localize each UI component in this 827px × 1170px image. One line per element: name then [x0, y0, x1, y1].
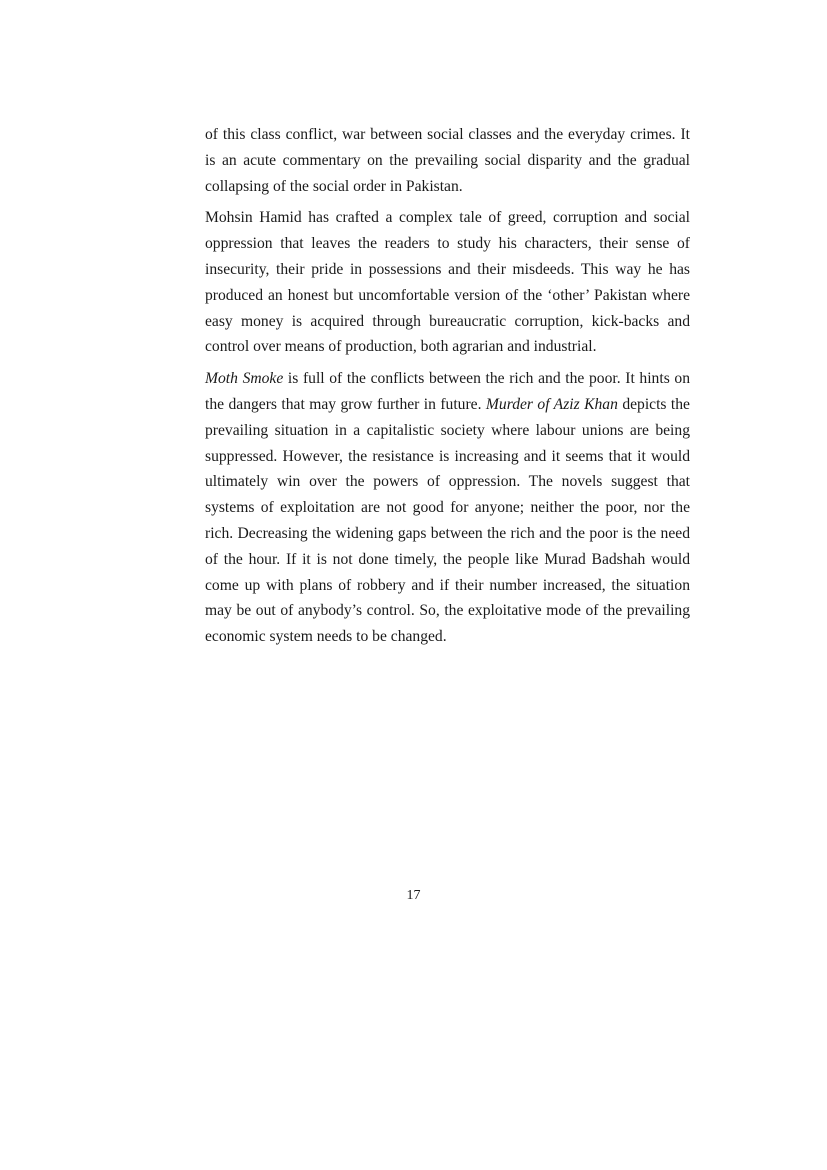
- paragraph-2-text: Mohsin Hamid has crafted a complex tale of greed, corruption and social oppression that leaves the readers to study his characters, their sense of insecurity, their pride in possessions and their misdeeds. This way he has produced an honest but uncomfortable version of the ‘other’ Pakistan where easy money is acquired through bureaucratic corruption, kick-backs and control over means of production, both agrarian and industrial.: [205, 209, 690, 356]
- paragraph-2: [205, 205, 690, 360]
- book-title-murder-of-aziz-khan: Murder of Aziz Khan: [485, 395, 618, 413]
- paragraph-3-text-part-2: depicts the prevailing situation in a capitalistic society where labour unions are being suppressed. However, the resistance is increasing and it seems that it would ultimately win over the powers of oppression. The novels suggest that systems of exploitation are not good for anyone; neither the poor, nor the rich. Decreasing the widening gaps between the rich and the poor is the need of the hour. If it is not done timely, the people like Murad Badshah would come up with plans of robbery and if their number increased, the situation may be out of anybody’s control. So, the exploitative mode of the prevailing economic system needs to be changed.: [205, 395, 690, 646]
- page-number: 17: [406, 888, 421, 903]
- book-title-moth-smoke: Moth Smoke: [205, 370, 284, 388]
- paragraph-1-text: of this class conflict, war between social classes and the everyday crimes. It is an acute commentary on the prevailing social disparity and the gradual collapsing of the social order in Pakistan.: [205, 126, 690, 195]
- body-text: [205, 122, 690, 650]
- paragraph-3-text-part-1: is full of the conflicts between the rich and the poor. It hints on the dangers that may grow further in future.: [205, 370, 690, 413]
- paragraph-1: [205, 122, 690, 199]
- paragraph-3: [205, 366, 690, 650]
